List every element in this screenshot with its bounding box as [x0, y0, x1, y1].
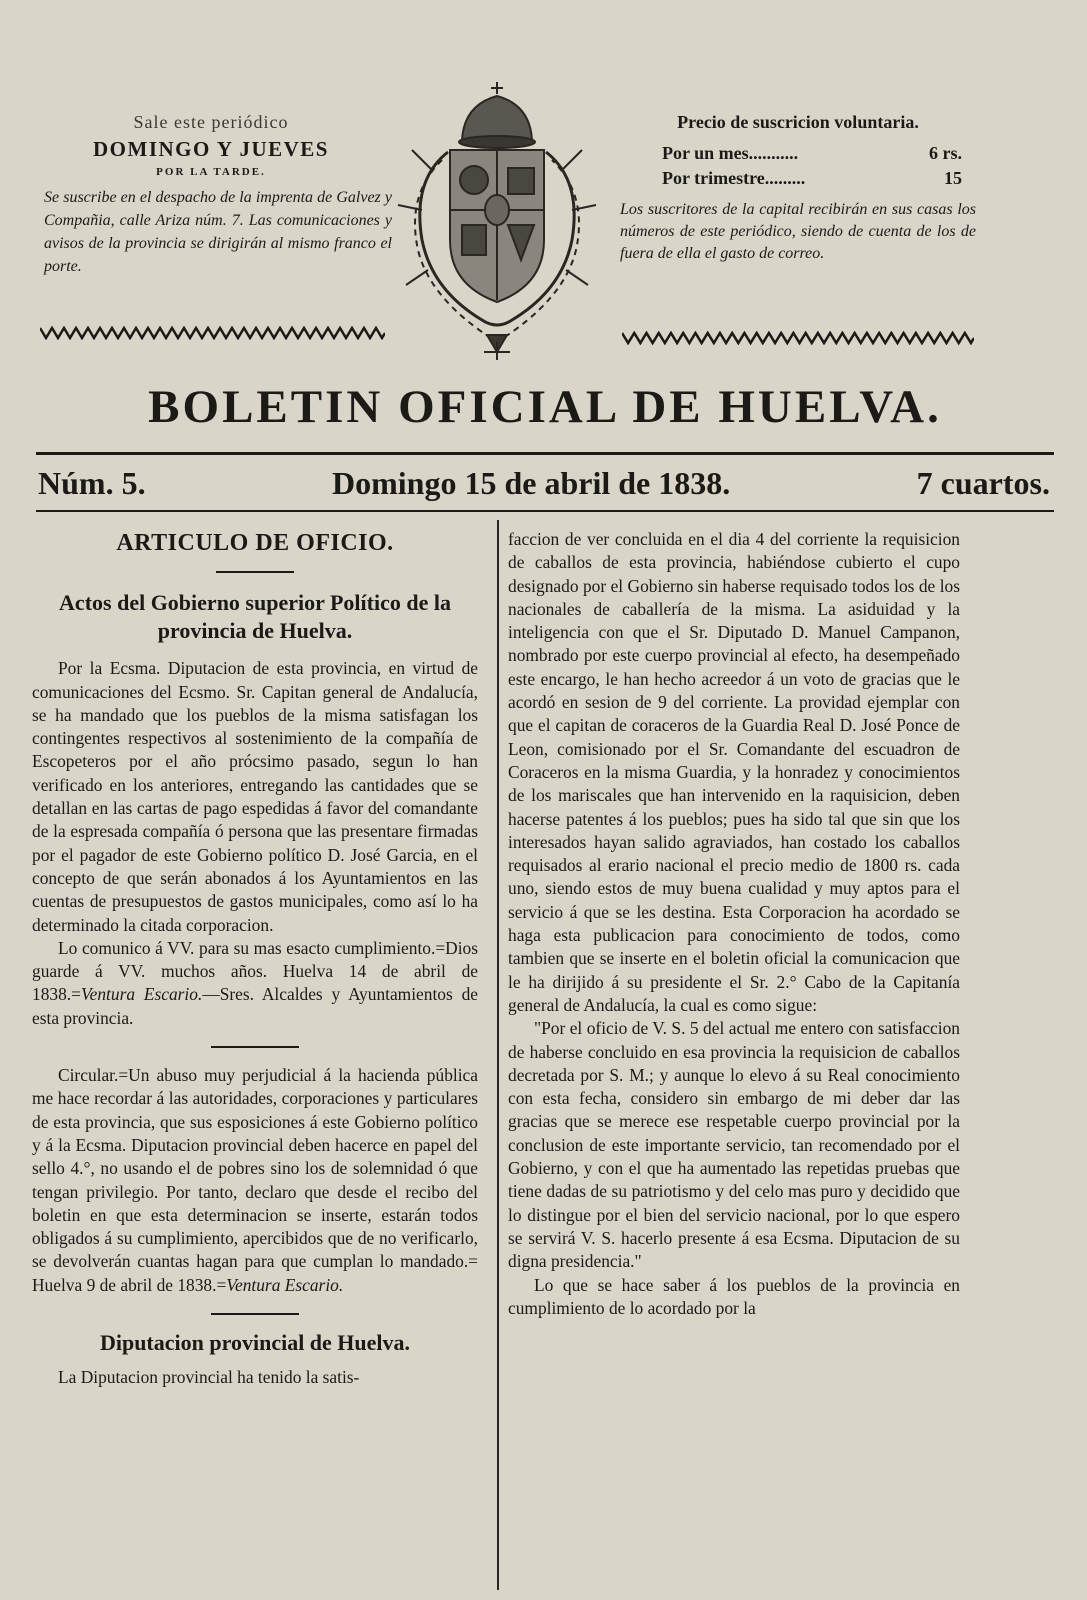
price-row-month [620, 143, 976, 164]
paragraph-closing: Lo que se hace saber á los pueblos de la provincia en cumplimiento de lo acordado por la [508, 1274, 960, 1318]
section-title: ARTICULO DE OFICIO. [116, 530, 394, 556]
price-title: Precio de suscricion voluntaria. [677, 112, 919, 132]
publication-days: DOMINGO Y JUEVES [93, 137, 329, 161]
separator [211, 1046, 299, 1048]
rule-bottom [36, 510, 1054, 512]
signature: Ventura Escario. [226, 1274, 344, 1295]
issue-price: 7 cuartos. [916, 464, 1050, 501]
subscription-info: Se suscribe en el despacho de la imprenta de Galvez y Compañia, calle Ariza núm. 7. Las comunicaciones y avisos de la provincia se dirigirán al mismo franco el porte. [44, 189, 392, 275]
masthead-right [620, 112, 976, 265]
right-column [508, 528, 960, 1320]
paragraph-comunico [32, 937, 478, 1030]
publication-days-intro: Sale este periódico [133, 112, 289, 132]
circular-text: Circular.=Un abuso muy perjudicial á la hacienda pública me hace recordar á las autoridades, corporaciones y particulares de esta provincia, que sus esposiciones á este Gobierno político y á la Ecsma. Diputacion provincial deben hacerce en papel del sello 4.°, no usando el de pobres sino los de solemnidad ó que tengan privilegio. Por tanto, declaro que desde el recibo del boletin en que esta determinacion se inserte, estarán todos obligados á su cumplimiento, apercibidos que de no verificarlo, se devolverán cuantas hagan para que cumplan lo mandado.= Huelva 9 de abril de 1838.= [32, 1065, 478, 1295]
left-column [32, 528, 478, 1390]
separator [211, 1313, 299, 1315]
issue-date: Domingo 15 de abril de 1838. [332, 464, 731, 501]
article-subtitle: Actos del Gobierno superior Político de la provincia de Huelva. [59, 590, 451, 644]
price-label-month: Por un mes........... [662, 143, 799, 163]
price-value-quarter: 15 [944, 168, 962, 188]
rule-top [36, 452, 1054, 455]
paragraph-requisicion: faccion de ver concluida en el dia 4 del corriente la requisicion de caballos de esta provincia, habiéndose cubierto el cupo designado por el Gobierno sin haberse requisado todos los de los nacionales de caballería de la misma. La asiduidad y la inteligencia con que el Sr. Diputado D. Manuel Campanon, nombrado por este cuerpo provincial al efecto, ha desempeñado este encargo, le han hecho acreedor á un voto de gracias que le acordó en sesion de 9 del corriente. La providad ejemplar con que el capitan de coraceros de la Guardia Real D. José Ponce de Leon, comisionado por el Sr. Comandante del escuadron de Coraceros en la misma Guardia, y la honradez y conocimientos de los mariscales que han intervenido en la raquisicion, deben hacerse patentes á los pueblos; pues ha sido tal que sin que los interesados hayan salido agraviados, han costado los caballos requisados al erario nacional el precio medio de 1800 rs. cada uno, siendo estos de muy buena cualidad y muy aptos para el servicio á que se les destina. Esta Corporacion ha acordado se haga esta publicacion para conocimiento de todos, como tambien que se inserte en el boletin oficial la comunicacion que le ha dirijido á su presidente el Sr. 2.° Cabo de la Capitanía general de Andalucía, la cual es como sigue: [508, 529, 960, 1015]
diputacion-title: Diputacion provincial de Huelva. [99, 1330, 411, 1356]
price-label-quarter: Por trimestre......... [662, 168, 806, 188]
delivery-info: Los suscritores de la capital recibirán en sus casas los números de este periódico, siendo de cuenta de los de fuera de ella el gasto de correo. [620, 201, 976, 262]
paragraph-diputacion-start: La Diputacion provincial ha tenido la satis- [58, 1367, 360, 1388]
separator [216, 571, 294, 573]
comunico-addressees: —Sres. Alcaldes y Ayuntamientos de esta provincia. [32, 984, 478, 1028]
paragraph-escopeteros: Por la Ecsma. Diputacion de esta provincia, en virtud de comunicaciones del Ecsmo. Sr. Capitan general de Andalucía, se ha mandado que los pueblos de la misma satisfagan los contingentes respectivos al sostenimiento de la compañía de Escopeteros por el año prócsimo pasado, segun lo han verificado en los anteriores, entregando las cantidades que se detallan en las cartas de pago espedidas á favor del comandante de la espresada compañía ó persona que las presentare firmadas por el pagador de este Gobierno político D. José Garcia, en el concepto de que serán abonados á los Ayuntamientos en las cuentas de presupuestos de gastos municipales, como así lo ha determinado la citada corporacion. [32, 658, 478, 935]
price-value-month: 6 rs. [929, 143, 962, 163]
comunico-text: Lo comunico á VV. para su mas esacto cumplimiento.=Dios guarde á VV. muchos años. Huelva 14 de abril de 1838.= [32, 937, 478, 1005]
coat-of-arms-icon [392, 80, 602, 362]
column-divider [497, 520, 499, 1590]
newspaper-title: BOLETIN OFICIAL DE HUELVA. [148, 381, 942, 433]
ornament-border-right [622, 331, 974, 345]
signature: Ventura Escario. [80, 984, 203, 1005]
ornament-border-left [40, 326, 385, 340]
publication-time: POR LA TARDE. [156, 166, 266, 178]
issue-number: Núm. 5. [38, 464, 146, 501]
masthead-left [30, 112, 392, 278]
paragraph-circular [32, 1064, 478, 1297]
price-row-quarter [620, 168, 976, 189]
paragraph-oficio-quote: "Por el oficio de V. S. 5 del actual me entero con satisfaccion de haberse concluido en esa provincia la requisicion de caballos decretada por S. M.; y aunque lo elevo á su Real conocimiento con esta fecha, considero sin embargo de mi deber dar las gracias que se merece ese respetable cuerpo provincial por la conclusion de este importante servicio, tan recomendado por el Gobierno, y con el que ha aumentado las repetidas pruebas que tiene dadas de su patriotismo y del celo mas puro y decidido que lo distingue por el bien del servicio nacional, por lo que espero se servirá V. S. hacerlo presente á esa Ecsma. Diputacion de su digna presidencia." [508, 1018, 960, 1272]
issue-line [38, 458, 1050, 508]
